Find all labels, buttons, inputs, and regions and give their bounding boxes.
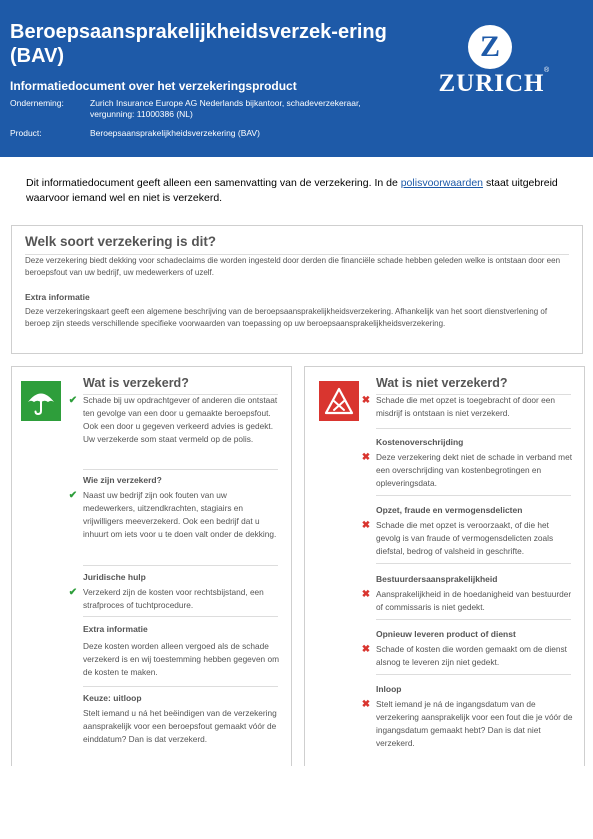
insured-item-text: Naast uw bedrijf zijn ook fouten van uw medewerkers, uitzendkrachten, stagiairs en vrijwilligers meeverzekerd. Ook een bedrijf dat u inhuurt om iets voor u te doen valt onder de dekking. — [83, 490, 277, 539]
product-value: Beroepsaansprakelijkheidsverzekering (BAV) — [90, 128, 260, 138]
cross-icon: ✖ — [361, 589, 371, 600]
intro-text — [26, 176, 566, 206]
policy-conditions-link[interactable]: polisvoorwaarden — [400, 177, 484, 189]
divider — [376, 674, 571, 675]
umbrella-icon — [21, 381, 61, 421]
intro-text-after: staat uitgebreid waarvoor iemand wel en niet is verzekerd. — [26, 177, 558, 204]
insured-item-title: Juridische hulp — [83, 572, 146, 582]
not-insured-item-title: Opnieuw leveren product of dienst — [376, 629, 516, 639]
not-insured-item-text: Aansprakelijkheid in de hoedanigheid van bestuurder of commissaris is niet gedekt. — [376, 589, 572, 612]
registered-mark: ® — [544, 67, 550, 74]
zurich-logo-mark: Z — [479, 30, 500, 63]
insured-item-text: Schade bij uw opdrachtgever of anderen die ontstaat ten gevolge van een door u gemaakte beroepsfout. Ook een door u gegeven verkeerd advies is gedekt. Uw verzekerde som staat vermeld op de polis. — [83, 395, 278, 444]
insured-section — [11, 366, 292, 766]
insured-item-title: Extra informatie — [83, 624, 148, 634]
not-insured-item-text: Deze verzekering dekt niet de schade in verband met een overschrijding van kostenbegrotingen en opleveringsdata. — [376, 452, 573, 488]
not-insured-item-title: Kostenoverschrijding — [376, 437, 464, 447]
divider — [83, 686, 278, 687]
divider — [83, 616, 278, 617]
divider — [376, 563, 571, 564]
not-insured-item-title: Inloop — [376, 684, 402, 694]
cross-icon: ✖ — [361, 520, 371, 531]
not-insured-item-text: Schade die met opzet is toegebracht of door een misdrijf is ontstaan is niet verzekerd. — [376, 395, 555, 418]
not-insured-item-title: Opzet, fraude en vermogensdelicten — [376, 505, 523, 515]
insured-item-text: Stelt iemand u ná het beëindigen van de verzekering aansprakelijk voor een beroepsfout gemaakt vóór de einddatum? Dan is dat verzekerd. — [83, 708, 277, 744]
not-insured-item-text: Schade die met opzet is veroorzaakt, of die het gevolg is van fraude of vermogensdelicten zoals diefstal, bedrog of valsheid in geschrifte. — [376, 520, 554, 556]
insured-item-title: Wie zijn verzekerd? — [83, 475, 162, 485]
cross-icon: ✖ — [361, 644, 371, 655]
not-insured-item-title: Bestuurdersaansprakelijkheid — [376, 574, 498, 584]
cross-icon: ✖ — [361, 452, 371, 463]
divider — [376, 619, 571, 620]
product-label: Product: — [10, 128, 42, 138]
warning-triangle-icon — [319, 381, 359, 421]
divider — [83, 565, 278, 566]
divider — [376, 428, 571, 429]
check-icon: ✔ — [68, 587, 78, 598]
zurich-logo — [434, 25, 549, 100]
divider — [376, 495, 571, 496]
insurance-type-text: Deze verzekering biedt dekking voor schadeclaims die worden ingesteld door derden die financiële schade hebben geleden welke is ontstaan door een beroepsfout van uw bedrijf, uw medewerkers of uzelf. — [25, 256, 561, 277]
insured-item-title: Keuze: uitloop — [83, 693, 142, 703]
zurich-logo-icon — [468, 25, 512, 69]
extra-info-text: Deze verzekeringskaart geeft een algemene beschrijving van de beroepsaansprakelijkheidsverzekering. Afhankelijk van het soort dienstverlening of beroep zijn steeds verschillende specifieke voorwaarden van toepassing op uw beroepsaansprakelijkheidsverzekering. — [25, 307, 548, 328]
not-insured-section — [304, 366, 585, 766]
document-subtitle: Informatiedocument over het verzekeringsproduct — [10, 79, 297, 93]
insured-item-text: Verzekerd zijn de kosten voor rechtsbijstand, een strafproces of tuchtprocedure. — [83, 587, 264, 610]
not-insured-item-text: Schade of kosten die worden gemaakt om de dienst alsnog te leveren zijn niet gedekt. — [376, 644, 567, 667]
divider — [83, 469, 278, 470]
zurich-logo-text: ZURICH — [438, 70, 545, 97]
cross-icon: ✖ — [361, 395, 371, 406]
header-banner — [0, 0, 593, 157]
company-label: Onderneming: — [10, 98, 64, 108]
document-title: Beroepsaansprakelijkheidsverzek-ering (BAV) — [10, 21, 387, 67]
check-icon: ✔ — [68, 395, 78, 406]
insurance-type-section — [11, 225, 583, 354]
cross-icon: ✖ — [361, 699, 371, 710]
insured-title: Wat is verzekerd? — [83, 376, 189, 390]
not-insured-item-text: Stelt iemand je ná de ingangsdatum van de verzekering aansprakelijk voor een fout die je vóór de ingangsdatum gemaakt hebt? Dan is dat niet verzekerd. — [376, 699, 573, 748]
extra-info-title: Extra informatie — [25, 292, 90, 302]
check-icon: ✔ — [68, 490, 78, 501]
insurance-type-title: Welk soort verzekering is dit? — [25, 234, 217, 249]
intro-text-before: Dit informatiedocument geeft alleen een samenvatting van de verzekering. In de — [26, 177, 401, 189]
company-value: Zurich Insurance Europe AG Nederlands bijkantoor, schadeverzekeraar, vergunning: 11000386 (NL) — [90, 98, 361, 119]
not-insured-title: Wat is niet verzekerd? — [376, 376, 508, 390]
insured-item-text: Deze kosten worden alleen vergoed als de schade verzekerd is en wij toestemming hebben gegeven om de kosten te maken. — [83, 641, 280, 677]
